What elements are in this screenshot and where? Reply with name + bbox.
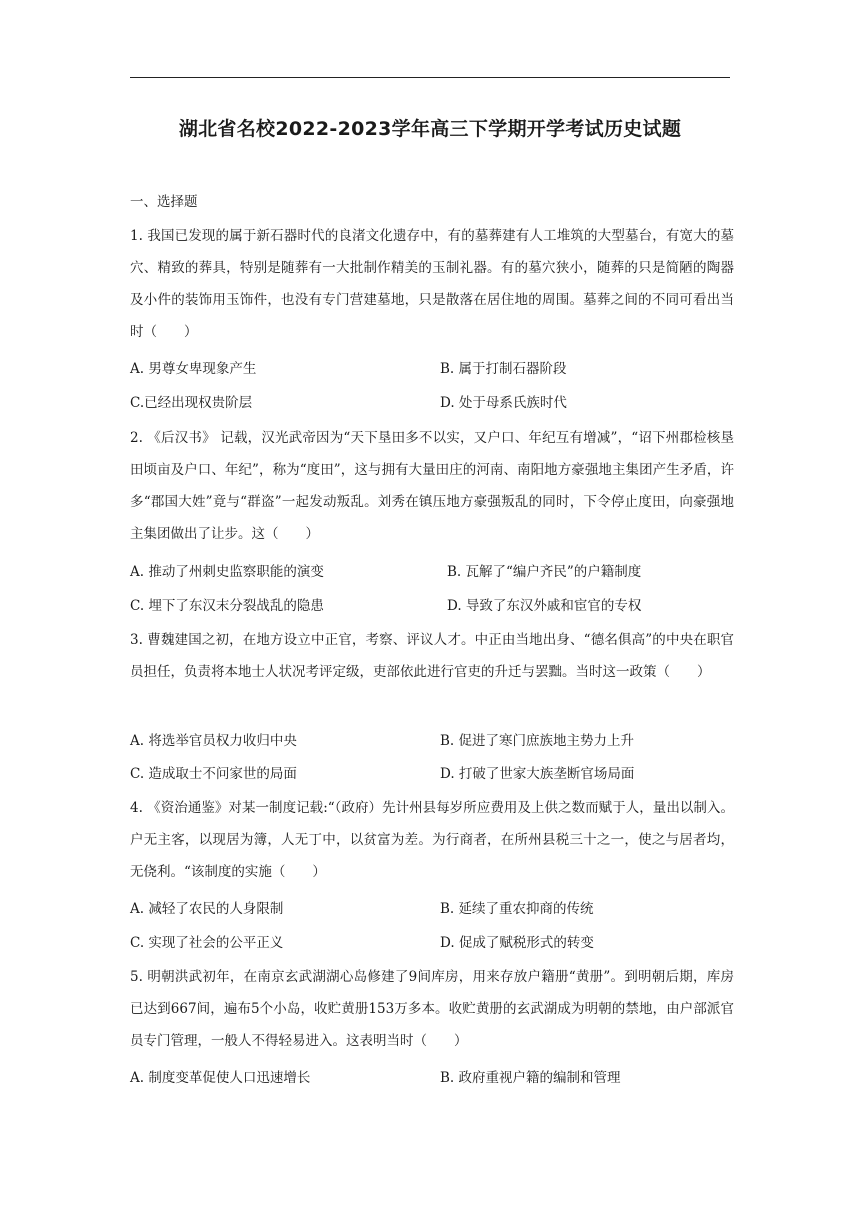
question-2-option-d: D. 导致了东汉外戚和宦官的专权 (447, 598, 642, 614)
question-5-text: 5. 明朝洪武初年，在南京玄武湖湖心岛修建了9间库房，用来存放户籍册“黄册”。到明朝后期，库房已达到667间，遍布5个小岛，收贮黄册153万多本。收贮黄册的玄武湖成为明朝的禁地，由户部派官员专门管理，一般人不得轻易进入。这表明当时（ ） (130, 969, 734, 1049)
question-4-option-a: A. 减轻了农民的人身限制 (130, 901, 284, 917)
question-3-option-d: D. 打破了世家大族垄断官场局面 (440, 766, 635, 782)
question-4-option-d: D. 促成了赋税形式的转变 (440, 935, 594, 951)
question-2-option-a: A. 推动了州刺史监察职能的演变 (130, 564, 324, 580)
question-5-option-a: A. 制度变革促使人口迅速增长 (130, 1070, 311, 1086)
question-4-text: 4. 《资治通鉴》对某一制度记载:“（政府）先计州县每岁所应费用及上供之数而赋于人，量出以制入。户无主客，以现居为簿，人无丁中，以贫富为差。为行商者，在所州县税三十之一，使之与居者均，无侥利。“该制度的实施（ ） (130, 800, 734, 880)
question-4-option-c: C. 实现了社会的公平正义 (130, 935, 284, 951)
question-1-option-d: D. 处于母系氏族时代 (440, 395, 567, 411)
question-4-option-b: B. 延续了重农抑商的传统 (440, 901, 594, 917)
question-3-option-a: A. 将选举官员权力收归中央 (130, 733, 297, 749)
question-3-option-c: C. 造成取士不问家世的局面 (130, 766, 297, 782)
question-3-option-b: B. 促进了寒门庶族地主势力上升 (440, 733, 635, 749)
question-2-text: 2. 《后汉书》 记载，汉光武帝因为“天下垦田多不以实，又户口、年纪互有增减”，“诏下州郡检核垦田顷亩及户口、年纪”，称为“度田”，这与拥有大量田庄的河南、南阳地方豪强地主集团产生矛盾，许多“郡国大姓”竟与“群盗”一起发动叛乱。刘秀在镇压地方豪强叛乱的同时，下令停止度田，向豪强地主集团做出了让步。这（ ） (130, 430, 734, 542)
question-1-option-b: B. 属于打制石器阶段 (440, 361, 567, 377)
question-1-option-c: C.已经出现权贵阶层 (130, 395, 253, 411)
header-rule (130, 77, 730, 78)
page-title: 湖北省名校2022-2023学年高三下学期开学考试历史试题 (178, 118, 682, 140)
question-5-option-b: B. 政府重视户籍的编制和管理 (440, 1070, 621, 1086)
question-2-option-b: B. 瓦解了“编户齐民”的户籍制度 (447, 564, 642, 580)
question-2-option-c: C. 埋下了东汉末分裂战乱的隐患 (130, 598, 324, 614)
question-3-text: 3. 曹魏建国之初，在地方设立中正官，考察、评议人才。中正由当地出身、“德名俱高”的中央在职官员担任，负责将本地士人状况考评定级，吏部依此进行官吏的升迁与罢黜。当时这一政策（ ） (130, 632, 734, 680)
question-1-text: 1. 我国已发现的属于新石器时代的良渚文化遗存中，有的墓葬建有人工堆筑的大型墓台，有宽大的墓穴、精致的葬具，特别是随葬有一大批制作精美的玉制礼器。有的墓穴狭小，随葬的只是简陋的陶器及小件的装饰用玉饰件，也没有专门营建墓地，只是散落在居住地的周围。墓葬之间的不同可看出当时（ ） (130, 228, 734, 340)
section-heading: 一、选择题 (130, 194, 198, 210)
question-1-option-a: A. 男尊女卑现象产生 (130, 361, 257, 377)
